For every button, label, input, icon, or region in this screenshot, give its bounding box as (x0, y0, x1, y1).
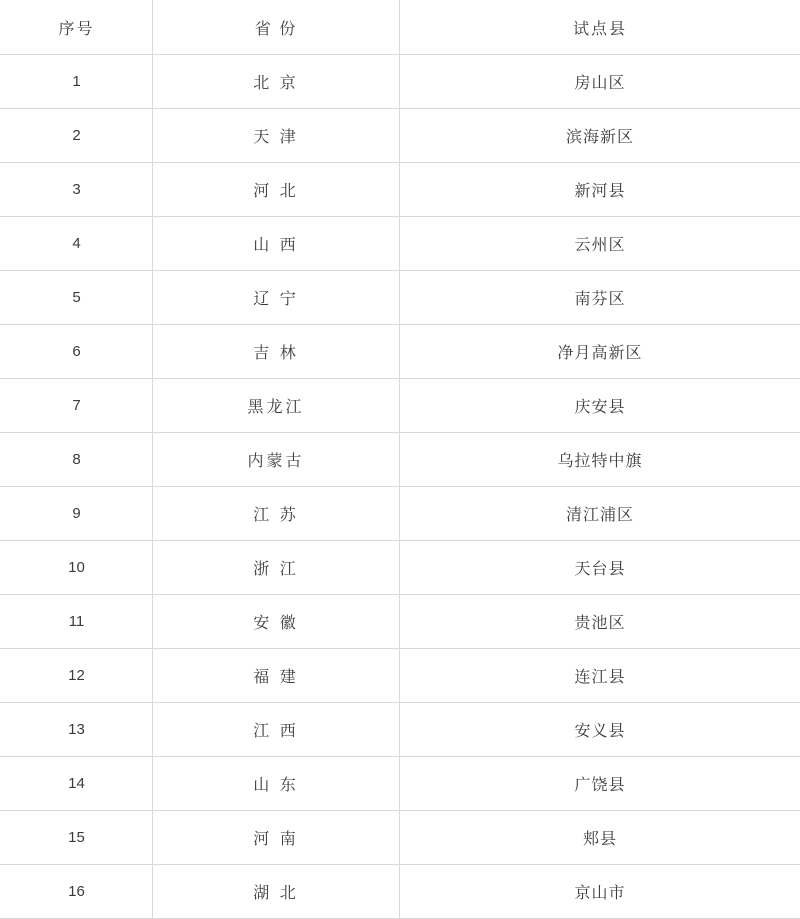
cell-index: 6 (1, 325, 153, 379)
table-row (1, 541, 800, 595)
cell-province: 吉 林 (153, 325, 400, 379)
table-row (1, 217, 800, 271)
cell-index: 9 (1, 487, 153, 541)
cell-county: 净月高新区 (400, 325, 800, 379)
cell-county: 连江县 (400, 649, 800, 703)
cell-province: 江 苏 (153, 487, 400, 541)
table-row (1, 811, 800, 865)
cell-province: 河 南 (153, 811, 400, 865)
cell-county: 云州区 (400, 217, 800, 271)
cell-index: 12 (1, 649, 153, 703)
cell-index: 10 (1, 541, 153, 595)
cell-province: 黑龙江 (153, 379, 400, 433)
cell-province: 福 建 (153, 649, 400, 703)
cell-index: 7 (1, 379, 153, 433)
cell-county: 庆安县 (400, 379, 800, 433)
cell-county: 滨海新区 (400, 109, 800, 163)
cell-province: 山 西 (153, 217, 400, 271)
cell-index: 14 (1, 757, 153, 811)
cell-province: 辽 宁 (153, 271, 400, 325)
cell-county: 安义县 (400, 703, 800, 757)
column-header-county: 试点县 (400, 1, 800, 55)
table-row (1, 703, 800, 757)
cell-index: 4 (1, 217, 153, 271)
cell-province: 江 西 (153, 703, 400, 757)
cell-index: 15 (1, 811, 153, 865)
table-row (1, 271, 800, 325)
table-header (1, 1, 800, 55)
column-header-province: 省 份 (153, 1, 400, 55)
cell-index: 16 (1, 865, 153, 919)
table-row (1, 109, 800, 163)
cell-province: 天 津 (153, 109, 400, 163)
cell-county: 天台县 (400, 541, 800, 595)
cell-county: 新河县 (400, 163, 800, 217)
cell-county: 清江浦区 (400, 487, 800, 541)
cell-province: 北 京 (153, 55, 400, 109)
cell-index: 5 (1, 271, 153, 325)
table-row (1, 379, 800, 433)
cell-province: 湖 北 (153, 865, 400, 919)
table-row (1, 433, 800, 487)
cell-county: 贵池区 (400, 595, 800, 649)
cell-county: 房山区 (400, 55, 800, 109)
table-row (1, 163, 800, 217)
table-row (1, 325, 800, 379)
cell-index: 8 (1, 433, 153, 487)
cell-index: 11 (1, 595, 153, 649)
table-header-row (1, 1, 800, 55)
cell-province: 山 东 (153, 757, 400, 811)
cell-province: 浙 江 (153, 541, 400, 595)
cell-index: 2 (1, 109, 153, 163)
cell-county: 广饶县 (400, 757, 800, 811)
cell-county: 乌拉特中旗 (400, 433, 800, 487)
table-row (1, 595, 800, 649)
cell-county: 南芬区 (400, 271, 800, 325)
table-row (1, 649, 800, 703)
cell-province: 内蒙古 (153, 433, 400, 487)
table-row (1, 487, 800, 541)
cell-province: 安 徽 (153, 595, 400, 649)
cell-province: 河 北 (153, 163, 400, 217)
table-body (1, 55, 800, 919)
table-row (1, 757, 800, 811)
column-header-index: 序号 (1, 1, 153, 55)
cell-index: 1 (1, 55, 153, 109)
table-row (1, 55, 800, 109)
cell-index: 13 (1, 703, 153, 757)
cell-index: 3 (1, 163, 153, 217)
cell-county: 郏县 (400, 811, 800, 865)
cell-county: 京山市 (400, 865, 800, 919)
